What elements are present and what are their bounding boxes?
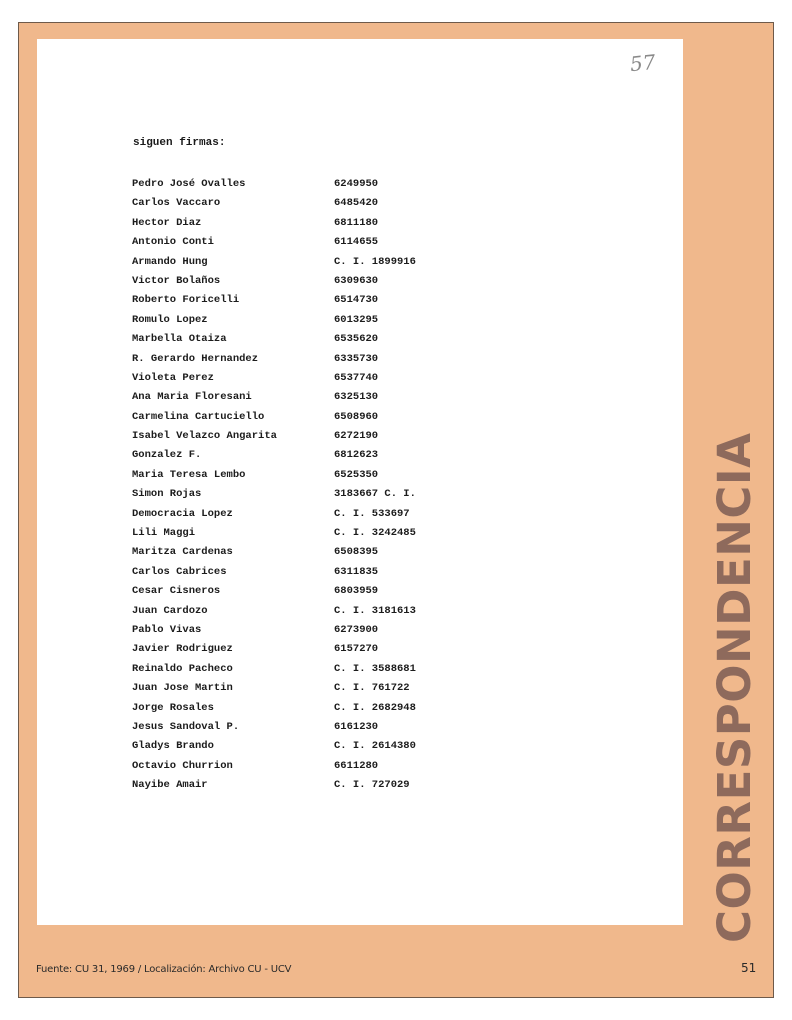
signer-id: C. I. 2682948 <box>334 701 416 714</box>
signer-name: Simon Rojas <box>132 488 202 501</box>
signature-row <box>132 175 552 194</box>
signature-row <box>132 388 552 407</box>
signer-name: Armando Hung <box>132 255 208 268</box>
signer-name: Javier Rodriguez <box>132 643 233 656</box>
signature-row <box>132 640 552 659</box>
signer-id: 6157270 <box>334 643 379 656</box>
signer-id: 6508395 <box>334 546 379 559</box>
source-caption: Fuente: CU 31, 1969 / Localización: Archivo CU - UCV <box>36 964 292 975</box>
signer-name: R. Gerardo Hernandez <box>132 352 259 365</box>
signer-id: 6013295 <box>334 313 379 326</box>
signer-id: C. I. 761722 <box>334 682 410 695</box>
signer-name: Jorge Rosales <box>132 701 214 714</box>
signer-id: 6535620 <box>334 333 379 346</box>
signer-name: Cesar Cisneros <box>132 585 221 598</box>
signature-row <box>132 718 552 737</box>
signature-row <box>132 311 552 330</box>
signer-id: 6812623 <box>334 449 379 462</box>
signature-row <box>132 291 552 310</box>
signature-row <box>132 660 552 679</box>
signature-row <box>132 757 552 776</box>
signer-id: 6114655 <box>334 236 379 249</box>
signer-name: Ana Maria Floresani <box>132 391 252 404</box>
signer-id: 6514730 <box>334 294 379 307</box>
signature-row <box>132 505 552 524</box>
signer-name: Lili Maggi <box>132 527 196 540</box>
signature-row <box>132 699 552 718</box>
signer-id: 6309630 <box>334 274 379 287</box>
signer-id: C. I. 1899916 <box>334 255 416 268</box>
signature-row <box>132 427 552 446</box>
signature-row <box>132 582 552 601</box>
signer-id: C. I. 3588681 <box>334 662 416 675</box>
signer-id: 6311835 <box>334 565 379 578</box>
signer-name: Gladys Brando <box>132 740 214 753</box>
signer-id: 6161230 <box>334 720 379 733</box>
signature-row <box>132 776 552 795</box>
signer-name: Pablo Vivas <box>132 623 202 636</box>
page-frame <box>18 22 774 998</box>
signer-id: 6335730 <box>334 352 379 365</box>
signer-name: Nayibe Amair <box>132 779 208 792</box>
scanned-document <box>37 39 683 925</box>
signer-name: Octavio Churrion <box>132 759 233 772</box>
signer-name: Antonio Conti <box>132 236 214 249</box>
signer-id: C. I. 3242485 <box>334 527 416 540</box>
signer-id: C. I. 727029 <box>334 779 410 792</box>
signer-id: 6811180 <box>334 216 379 229</box>
signature-row <box>132 330 552 349</box>
signer-id: 6537740 <box>334 371 379 384</box>
signer-name: Romulo Lopez <box>132 313 208 326</box>
signer-name: Carmelina Cartuciello <box>132 410 265 423</box>
signature-row <box>132 485 552 504</box>
signature-row <box>132 233 552 252</box>
signature-row <box>132 679 552 698</box>
signer-id: 6803959 <box>334 585 379 598</box>
signature-row <box>132 272 552 291</box>
signer-name: Juan Cardozo <box>132 604 208 617</box>
signature-row <box>132 466 552 485</box>
signer-name: Hector Diaz <box>132 216 202 229</box>
handwritten-page-mark: 57 <box>628 49 657 77</box>
signer-name: Gonzalez F. <box>132 449 202 462</box>
signatures-intro: siguen firmas: <box>133 137 226 149</box>
signature-row <box>132 621 552 640</box>
signer-name: Carlos Cabrices <box>132 565 227 578</box>
signature-row <box>132 214 552 233</box>
signer-id: C. I. 533697 <box>334 507 410 520</box>
signer-id: 6508960 <box>334 410 379 423</box>
signer-id: 3183667 C. I. <box>334 488 416 501</box>
signer-id: 6485420 <box>334 197 379 210</box>
signer-name: Victor Bolaños <box>132 274 221 287</box>
signer-name: Carlos Vaccaro <box>132 197 221 210</box>
signer-name: Roberto Foricelli <box>132 294 240 307</box>
signer-name: Jesus Sandoval P. <box>132 720 240 733</box>
signer-name: Democracia Lopez <box>132 507 233 520</box>
signer-name: Violeta Perez <box>132 371 214 384</box>
signature-row <box>132 543 552 562</box>
signer-id: 6249950 <box>334 178 379 190</box>
signer-id: C. I. 2614380 <box>334 740 416 753</box>
signature-row <box>132 524 552 543</box>
signer-id: C. I. 3181613 <box>334 604 416 617</box>
signature-row <box>132 737 552 756</box>
page-number: 51 <box>741 961 757 975</box>
signer-name: Juan Jose Martin <box>132 682 233 695</box>
signature-row <box>132 446 552 465</box>
signature-row <box>132 563 552 582</box>
signer-id: 6272190 <box>334 430 379 443</box>
signer-name: Maria Teresa Lembo <box>132 468 246 481</box>
signer-id: 6273900 <box>334 623 379 636</box>
signer-name: Maritza Cardenas <box>132 546 233 559</box>
signer-name: Reinaldo Pacheco <box>132 662 233 675</box>
signature-row <box>132 408 552 427</box>
signature-row <box>132 194 552 213</box>
section-title: CORRESPONDENCIA <box>708 432 761 943</box>
signer-name: Isabel Velazco Angarita <box>132 430 277 443</box>
signature-row <box>132 369 552 388</box>
signer-id: 6525350 <box>334 468 379 481</box>
signature-list <box>132 175 552 796</box>
signature-row <box>132 350 552 369</box>
signature-row <box>132 253 552 272</box>
signer-name: Pedro José Ovalles <box>132 178 246 190</box>
signer-id: 6325130 <box>334 391 379 404</box>
signer-name: Marbella Otaiza <box>132 333 227 346</box>
signer-id: 6611280 <box>334 759 379 772</box>
signature-row <box>132 602 552 621</box>
